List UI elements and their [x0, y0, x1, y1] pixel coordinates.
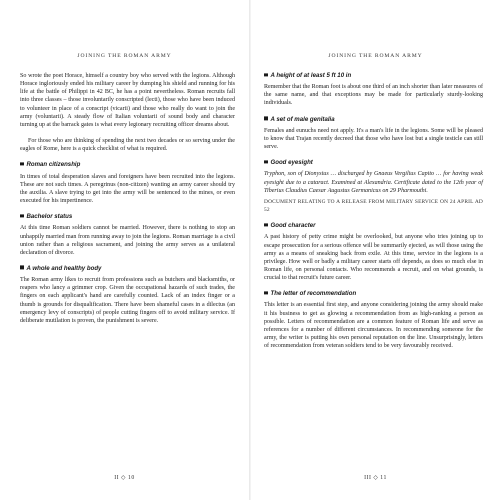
section-heading-text: Roman citizenship: [26, 161, 81, 169]
intro-paragraph: So wrote the poet Horace, himself a country boy who served with the legions. Although Horace ingloriously ended his military career by dumping his shield and running for his life at the battle of Philippi in 42 BC, he has a point nevertheless. Roman recruits fall into three classes – those involuntarily conscripted (lecti), those who have been induced to volunteer in place of a conscript (vicarii) and those who really do want to join the army (voluntarii). A steady flow of Italian voluntarii of sound body and character turning up at the barrack gates is what every legionary recruiting officer dreams about.: [20, 73, 235, 128]
bullet-square-icon: [264, 160, 268, 164]
section-heading: [20, 213, 235, 221]
page-number: II ◇ 10: [114, 475, 135, 481]
section-heading-text: Good eyesight: [270, 159, 313, 167]
section-body: In times of total desperation slaves and foreigners have been recruited into the legions. These are not such times. A peregrinus (non-citizen) wanting an army career should try the auxilia. A slave trying to get into the army will be sentenced to the mines, or even executed for his impertinence.: [20, 173, 235, 205]
page-number: III ◇ 11: [364, 475, 387, 481]
quote-attribution: DOCUMENT RELATING TO A RELEASE FROM MILITARY SERVICE ON 24 APRIL AD 52: [264, 198, 483, 214]
block-quote: Tryphon, son of Dionysius … discharged by Gnaeus Vergilius Capito … for having weak eyesight due to a cataract. Examined at Alexandria. Certificate dated to the 12th year of Tiberius Claudius Caesar Augustus Germanicus on 29 Pharmouthi.: [264, 171, 483, 194]
bullet-square-icon: [20, 162, 24, 166]
section-heading: [264, 159, 483, 167]
section-body: Females and eunuchs need not apply. It's a man's life in the legions. Some will be pleased to know that Trajan recently decreed that those who have lost but a single testicle can still serve.: [264, 127, 483, 151]
section-body: At this time Roman soldiers cannot be married. However, there is nothing to stop an unhappily married man from running away to join the legions. Roman marriage is a civil union rather than a religious sacrament, and joining the army serves as a unilateral declaration of divorce.: [20, 225, 235, 256]
section-heading: [264, 290, 483, 298]
left-column: [20, 72, 235, 333]
section-heading-text: A height of at least 5 ft 10 in: [270, 72, 352, 79]
section-heading: [264, 116, 483, 124]
section-heading-text: Bachelor status: [26, 213, 73, 221]
section-heading-text: A set of male genitalia: [270, 115, 335, 123]
section-heading: [20, 161, 235, 169]
right-column: [264, 72, 483, 358]
section-heading-text: The letter of recommendation: [270, 290, 357, 298]
running-head: JOINING THE ROMAN ARMY: [328, 53, 423, 59]
section-body: Remember that the Roman foot is about one third of an inch shorter than later measures of the same name, and that exceptions may be made for particularly sturdy-looking individuals.: [264, 84, 483, 107]
section-heading: [20, 265, 235, 273]
bullet-square-icon: [264, 291, 268, 295]
running-head: JOINING THE ROMAN ARMY: [77, 53, 172, 59]
section-body: A past history of petty crime might be overlooked, but anyone who tries joining up to escape prosecution for a serious offence will be summarily ejected, as will those using the army as a means of sneaking back from exile. At this time, service in the legions is a privilege. How well or badly a military career starts off depends, as does so much else in Roman life, on personal contacts. Who recommends a recruit, and on what grounds, is crucial to that recruit's future career.: [264, 234, 483, 282]
section-heading-text: Good character: [270, 222, 316, 230]
bullet-square-icon: [20, 266, 24, 270]
section-heading: [264, 222, 483, 230]
left-page: [0, 0, 249, 500]
section-heading: [264, 72, 483, 80]
intro-paragraph: For those who are thinking of spending the next two decades or so serving under the eagles of Rome, here is a quick checklist of what is required.: [20, 138, 235, 153]
section-body: The Roman army likes to recruit from professions such as butchers and blacksmiths, or reapers who lancy a grimmer crop. Given the occupational hazards of such trades, the fingers on each applicant's hand are carefully counted. Lack of an index finger or a thumb is grounds for disqualification. There have been shameful cases in a dilectus (an emergency levy of conscripts) of people cutting fingers off to avoid military service. If deliberate mutilation is proven, the punishment is severe.: [20, 277, 235, 324]
section-heading-text: A whole and healthy body: [26, 264, 102, 272]
bullet-square-icon: [264, 73, 268, 77]
section-body: This letter is an essential first step, and anyone considering joining the army should make it his business to get as glowing a recommendation from as high-ranking a person as possible. Letters of recommendation are a common feature of Roman life and serve as references for a number of different circumstances. In recommending someone for the army, the writer is putting his own personal reputation on the line. Unsurprisingly, letters of recommendation from veteran soldiers tend to be very favourably received.: [264, 302, 483, 350]
bullet-square-icon: [264, 223, 268, 227]
right-page: [251, 0, 500, 500]
bullet-square-icon: [264, 117, 268, 121]
bullet-square-icon: [20, 214, 24, 218]
